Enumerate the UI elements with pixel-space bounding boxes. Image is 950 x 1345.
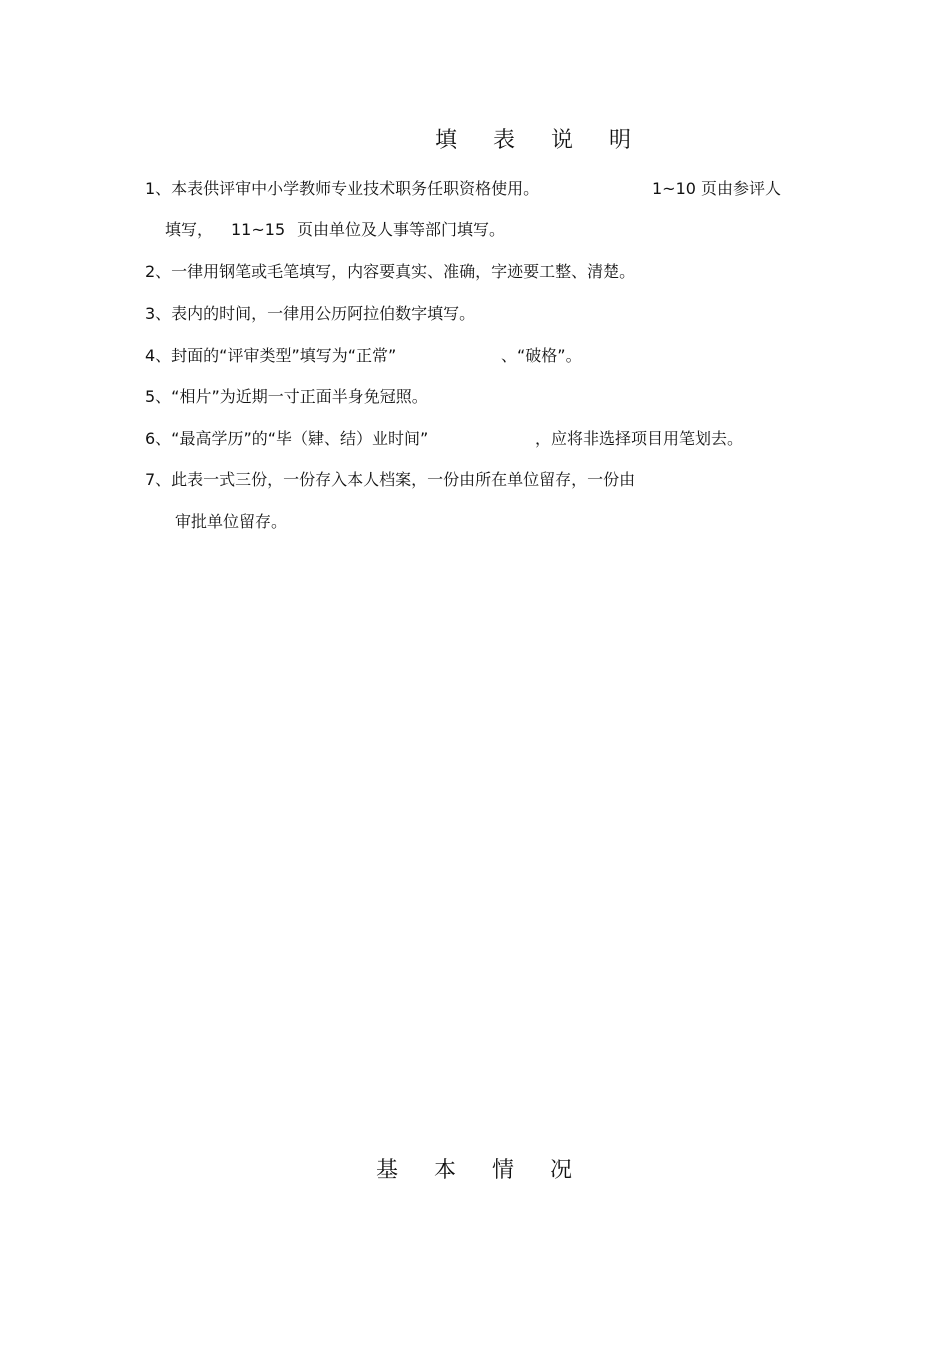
instruction-item-7-line-2: 审批单位留存。 [175,512,288,531]
instruction-item-4-text: 4、封面的“评审类型”填写为“正常” [145,346,397,365]
instruction-item-4-exception: 、“破格”。 [501,346,582,365]
instruction-item-5: 5、“相片”为近期一寸正面半身免冠照。 [145,387,428,406]
instruction-item-3: 3、表内的时间，一律用公历阿拉伯数字填写。 [145,304,476,323]
instructions-title: 填表说明 [435,128,668,153]
instruction-item-2: 2、一律用钢笔或毛笔填写，内容要真实、准确，字迹要工整、清楚。 [145,262,636,281]
instruction-item-6-text: 6、“最高学历”的“毕（肄、结）业时间” [145,429,429,448]
instruction-item-1-departments: 页由单位及人事等部门填写。 [297,220,506,239]
basic-info-title: 基本情况 [376,1158,609,1183]
instruction-item-1-pages: 1~10 页由参评人 [652,179,782,198]
instruction-item-1-page-range: 11~15 [231,220,286,239]
instruction-item-7-line-1: 7、此表一式三份，一份存入本人档案，一份由所在单位留存，一份由 [145,470,636,489]
instruction-item-1-cont: 填写， [165,220,214,239]
instruction-item-6-note: ，应将非选择项目用笔划去。 [535,429,744,448]
instruction-item-1-text: 1、本表供评审中小学教师专业技术职务任职资格使用。 [145,179,540,198]
